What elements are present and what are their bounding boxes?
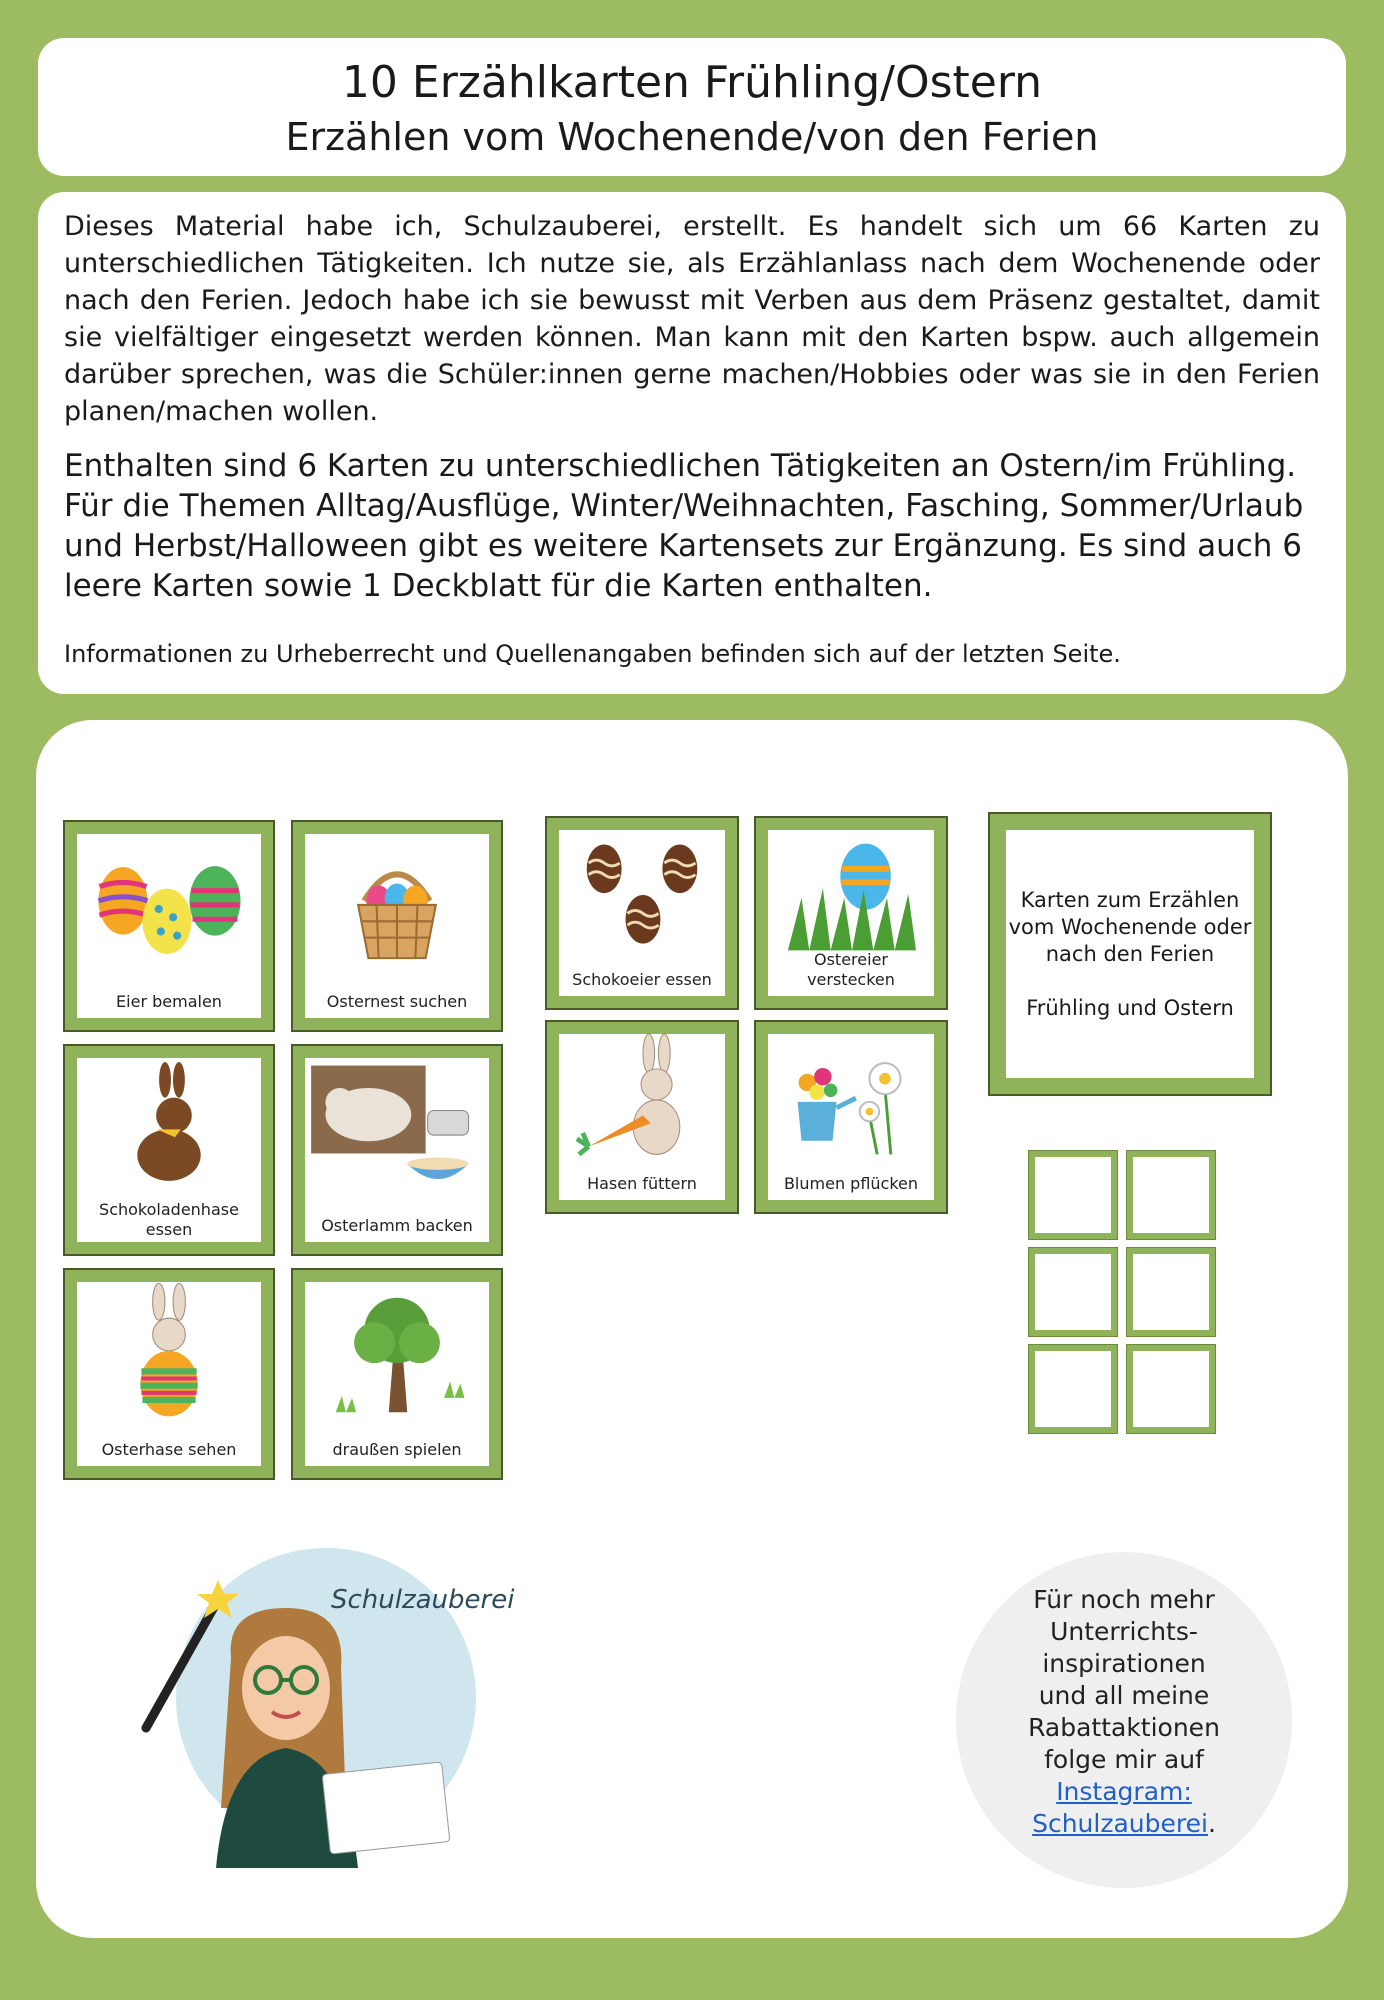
card-caption: draußen spielen xyxy=(332,1440,462,1459)
flowers-icon xyxy=(768,1034,934,1160)
blank-card xyxy=(1126,1344,1216,1434)
blank-card xyxy=(1028,1150,1118,1240)
card-schokoladenhase-essen xyxy=(63,1044,275,1256)
card-caption: Blumen pflücken xyxy=(783,1174,919,1193)
blank-card xyxy=(1028,1247,1118,1337)
card-osterlamm-backen xyxy=(291,1044,503,1256)
card-caption: Schokoeier essen xyxy=(572,970,712,989)
card-ostereier-verstecken xyxy=(754,816,948,1010)
instagram-link[interactable]: Instagram: xyxy=(1056,1777,1192,1806)
cover-line-2: vom Wochenende oder xyxy=(1008,914,1252,939)
blank-card xyxy=(1126,1247,1216,1337)
page-subtitle: Erzählen vom Wochenende/von den Ferien xyxy=(285,115,1099,159)
page-title: 10 Erzählkarten Frühling/Ostern xyxy=(341,57,1043,108)
easter-lamb-cake-icon xyxy=(305,1058,489,1198)
card-draussen-spielen xyxy=(291,1268,503,1480)
card-cover xyxy=(988,812,1272,1096)
card-caption: Osterhase sehen xyxy=(101,1440,237,1459)
cover-line-4: Frühling und Ostern xyxy=(1026,995,1234,1020)
card-schokoeier-essen xyxy=(545,816,739,1010)
cover-line-1: Karten zum Erzählen xyxy=(1020,887,1240,912)
easter-bunny-icon xyxy=(77,1282,261,1422)
preview-panel xyxy=(36,720,1348,1938)
card-caption: Schokoladenhase essen xyxy=(99,1200,239,1239)
cover-line-3: nach den Ferien xyxy=(1045,941,1215,966)
instagram-promo: Für noch mehr Unterrichts- inspirationen und all meine Rabattaktionen folge mir auf Instagram: Schulzauberei. xyxy=(956,1552,1292,1888)
card-eier-bemalen xyxy=(63,820,275,1032)
card-osterhase-sehen xyxy=(63,1268,275,1480)
tree-icon xyxy=(305,1282,489,1422)
easter-basket-icon xyxy=(305,834,489,974)
card-osternest-suchen xyxy=(291,820,503,1032)
schulzauberei-logo xyxy=(126,1548,515,1878)
chocolate-eggs-icon xyxy=(559,830,725,956)
bunny-with-carrot-icon xyxy=(559,1034,725,1160)
card-caption: Osternest suchen xyxy=(326,992,468,1011)
intro-panel xyxy=(38,192,1346,694)
intro-paragraph-1: Dieses Material habe ich, Schulzauberei, erstellt. Es handelt sich um 66 Karten zu unterschiedlichen Tätigkeiten. Ich nutze sie, als Erzählanlass nach dem Wochenende oder nach den Ferien. Jedoch habe ich sie bewusst mit Verben aus dem Präsenz gestaltet, damit sie vielfältiger eingesetzt werden können. Man kann mit den Karten bspw. auch allgemein darüber sprechen, was die Schüler:innen gerne machen/Hobbies oder was sie in den Ferien planen/machen wollen. xyxy=(64,211,1320,427)
intro-paragraph-3: Informationen zu Urheberrecht und Quellenangaben befinden sich auf der letzten Seite. xyxy=(64,640,1121,668)
instagram-handle-link[interactable]: Schulzauberei xyxy=(1032,1809,1208,1838)
card-caption: Osterlamm backen xyxy=(321,1216,473,1235)
painted-eggs-icon xyxy=(77,834,261,974)
card-caption: Ostereier verstecken xyxy=(807,950,895,989)
blank-card xyxy=(1028,1344,1118,1434)
blank-card xyxy=(1126,1150,1216,1240)
card-hasen-fuettern xyxy=(545,1020,739,1214)
intro-paragraph-2: Enthalten sind 6 Karten zu unterschiedlichen Tätigkeiten an Ostern/im Frühling. Für die Themen Alltag/Ausflüge, Winter/Weihnachten, Fasching, Sommer/Urlaub und Herbst/Halloween gibt es weitere Kartensets zur Ergänzung. Es sind auch 6 leere Karten sowie 1 Deckblatt für die Karten enthalten. xyxy=(64,448,1304,604)
card-caption: Eier bemalen xyxy=(116,992,222,1011)
chocolate-bunny-icon xyxy=(77,1058,261,1187)
card-blumen-pfluecken xyxy=(754,1020,948,1214)
logo-text: Schulzauberei xyxy=(331,1585,515,1615)
title-panel xyxy=(38,38,1346,176)
card-caption: Hasen füttern xyxy=(587,1174,697,1193)
egg-in-grass-icon xyxy=(768,830,934,956)
